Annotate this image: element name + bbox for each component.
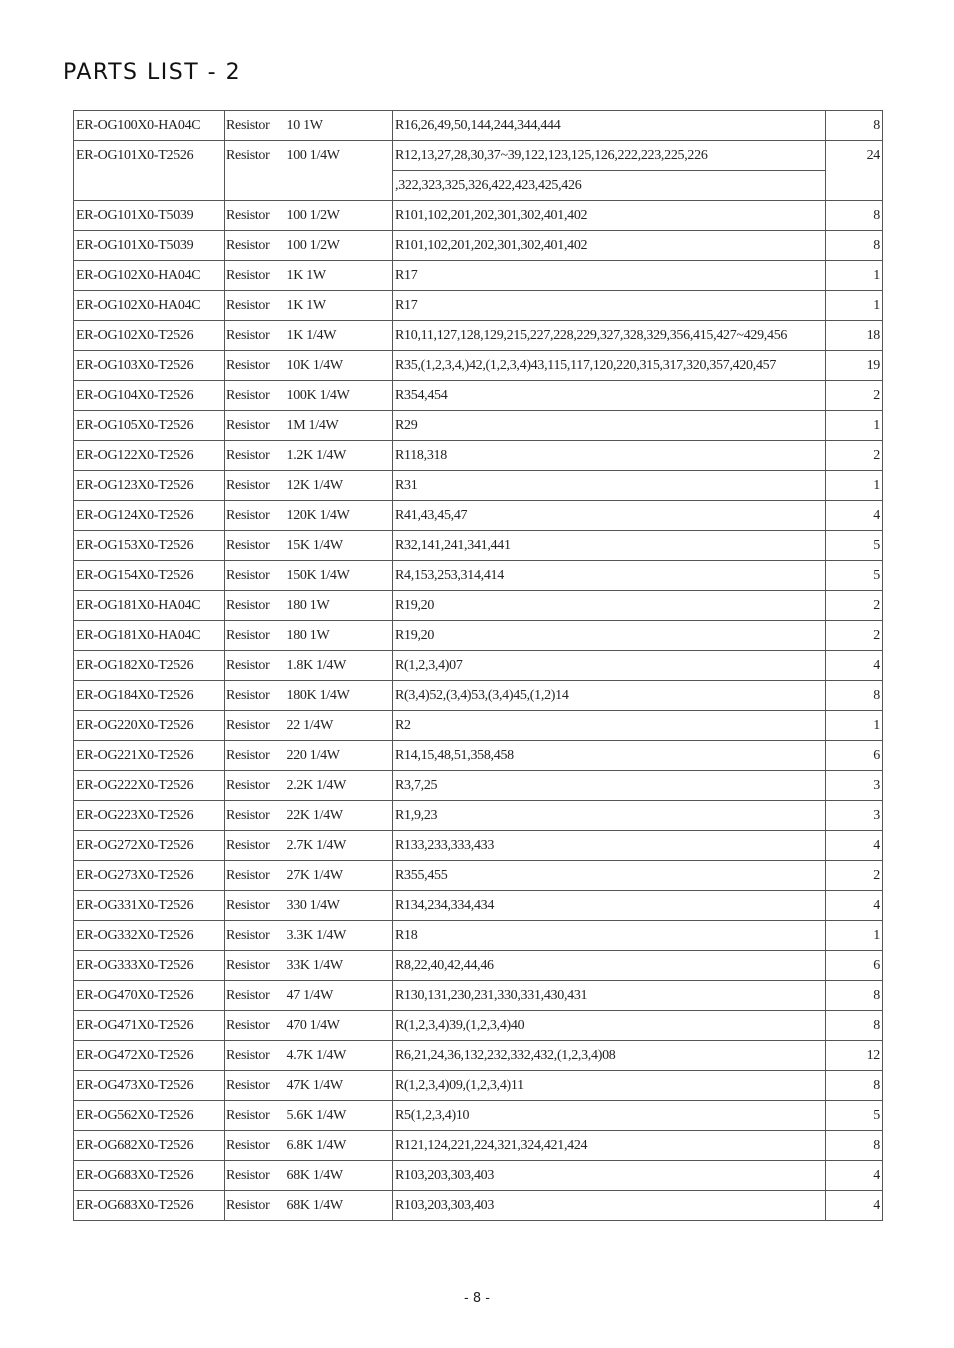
part-number-cell: ER-OG472X0-T2526: [74, 1041, 225, 1071]
part-number-cell: ER-OG471X0-T2526: [74, 1011, 225, 1041]
part-number-cell: ER-OG562X0-T2526: [74, 1101, 225, 1131]
table-row: [74, 621, 883, 651]
reference-designators-cell: R35,(1,2,3,4,)42,(1,2,3,4)43,115,117,120,220,315,317,320,357,420,457: [393, 351, 826, 381]
table-row: [74, 921, 883, 951]
part-type-cell: Resistor: [225, 651, 285, 681]
parts-table: [73, 110, 883, 1221]
part-value-cell: 1.8K 1/4W: [285, 651, 393, 681]
part-type-cell: Resistor: [225, 261, 285, 291]
part-number-cell: ER-OG103X0-T2526: [74, 351, 225, 381]
quantity-cell: 4: [826, 501, 883, 531]
reference-designators-cell: R101,102,201,202,301,302,401,402: [393, 231, 826, 261]
part-number-cell: ER-OG102X0-HA04C: [74, 291, 225, 321]
part-type-cell: Resistor: [225, 921, 285, 951]
quantity-cell: 4: [826, 891, 883, 921]
table-row: [74, 501, 883, 531]
part-value-cell: 6.8K 1/4W: [285, 1131, 393, 1161]
quantity-cell: 19: [826, 351, 883, 381]
part-value-cell: 12K 1/4W: [285, 471, 393, 501]
reference-designators-cell: R5(1,2,3,4)10: [393, 1101, 826, 1131]
part-number-cell: ER-OG222X0-T2526: [74, 771, 225, 801]
part-number-cell: ER-OG682X0-T2526: [74, 1131, 225, 1161]
part-value-cell: 180K 1/4W: [285, 681, 393, 711]
table-row: [74, 771, 883, 801]
part-value-cell: 2.2K 1/4W: [285, 771, 393, 801]
table-row: [74, 1071, 883, 1101]
part-number-cell: ER-OG683X0-T2526: [74, 1161, 225, 1191]
quantity-cell: 8: [826, 201, 883, 231]
part-number-cell: ER-OG332X0-T2526: [74, 921, 225, 951]
quantity-cell: 1: [826, 471, 883, 501]
part-type-cell: Resistor: [225, 1011, 285, 1041]
part-type-cell: Resistor: [225, 861, 285, 891]
quantity-cell: 8: [826, 111, 883, 141]
part-value-cell: 68K 1/4W: [285, 1161, 393, 1191]
part-type-cell: Resistor: [225, 141, 285, 171]
reference-designators-cell: R355,455: [393, 861, 826, 891]
part-value-cell: 5.6K 1/4W: [285, 1101, 393, 1131]
part-value-cell: 10 1W: [285, 111, 393, 141]
part-type-cell: Resistor: [225, 951, 285, 981]
table-row: [74, 1101, 883, 1131]
part-value-cell: 22K 1/4W: [285, 801, 393, 831]
page-title: PARTS LIST - 2: [63, 60, 242, 85]
part-number-cell: ER-OG124X0-T2526: [74, 501, 225, 531]
part-number-cell: ER-OG105X0-T2526: [74, 411, 225, 441]
part-number-cell: ER-OG102X0-T2526: [74, 321, 225, 351]
part-type-cell: Resistor: [225, 711, 285, 741]
reference-designators-cell: R118,318: [393, 441, 826, 471]
reference-designators-cell: R3,7,25: [393, 771, 826, 801]
part-number-cell: ER-OG101X0-T2526: [74, 141, 225, 171]
table-row: [74, 861, 883, 891]
quantity-cell: 2: [826, 441, 883, 471]
table-row: [74, 411, 883, 441]
table-row: [74, 1041, 883, 1071]
reference-designators-cell: R41,43,45,47: [393, 501, 826, 531]
part-type-cell: Resistor: [225, 351, 285, 381]
part-number-cell: ER-OG181X0-HA04C: [74, 621, 225, 651]
part-value-cell: 120K 1/4W: [285, 501, 393, 531]
part-type-cell: Resistor: [225, 801, 285, 831]
quantity-cell: 4: [826, 1161, 883, 1191]
part-number-cell: ER-OG182X0-T2526: [74, 651, 225, 681]
reference-designators-cell: R6,21,24,36,132,232,332,432,(1,2,3,4)08: [393, 1041, 826, 1071]
part-type-cell: Resistor: [225, 1101, 285, 1131]
part-value-cell: 180 1W: [285, 621, 393, 651]
part-number-cell: ER-OG333X0-T2526: [74, 951, 225, 981]
part-type-cell: Resistor: [225, 621, 285, 651]
quantity-cell: 8: [826, 1071, 883, 1101]
quantity-cell: 18: [826, 321, 883, 351]
part-type-cell: Resistor: [225, 471, 285, 501]
table-row: [74, 201, 883, 231]
part-type-cell: Resistor: [225, 891, 285, 921]
part-value-cell: 33K 1/4W: [285, 951, 393, 981]
quantity-cell: 1: [826, 411, 883, 441]
part-number-cell: ER-OG223X0-T2526: [74, 801, 225, 831]
reference-designators-cell: R(1,2,3,4)09,(1,2,3,4)11: [393, 1071, 826, 1101]
part-value-cell: 22 1/4W: [285, 711, 393, 741]
part-type-cell: Resistor: [225, 441, 285, 471]
part-type-cell: Resistor: [225, 1071, 285, 1101]
reference-designators-cell: R31: [393, 471, 826, 501]
reference-designators-cell: R2: [393, 711, 826, 741]
table-row: [74, 321, 883, 351]
part-number-cell: ER-OG331X0-T2526: [74, 891, 225, 921]
part-number-cell: ER-OG470X0-T2526: [74, 981, 225, 1011]
reference-designators-cell: R(1,2,3,4)07: [393, 651, 826, 681]
quantity-cell: 5: [826, 531, 883, 561]
part-value-cell: 4.7K 1/4W: [285, 1041, 393, 1071]
table-row: [74, 231, 883, 261]
part-type-cell: Resistor: [225, 561, 285, 591]
part-value-cell: 220 1/4W: [285, 741, 393, 771]
quantity-cell: 5: [826, 561, 883, 591]
part-value-cell: 180 1W: [285, 591, 393, 621]
reference-designators-cell: R14,15,48,51,358,458: [393, 741, 826, 771]
reference-designators-cell: R121,124,221,224,321,324,421,424: [393, 1131, 826, 1161]
part-number-cell: ER-OG101X0-T5039: [74, 201, 225, 231]
quantity-cell: 12: [826, 1041, 883, 1071]
part-type-cell: Resistor: [225, 291, 285, 321]
quantity-cell: 6: [826, 741, 883, 771]
quantity-cell: 1: [826, 921, 883, 951]
part-value-cell: 15K 1/4W: [285, 531, 393, 561]
reference-designators-cell: R32,141,241,341,441: [393, 531, 826, 561]
table-row: [74, 831, 883, 861]
reference-designators-cell: R103,203,303,403: [393, 1161, 826, 1191]
part-value-cell: 1K 1W: [285, 291, 393, 321]
part-type-cell: Resistor: [225, 741, 285, 771]
part-value-cell: 47 1/4W: [285, 981, 393, 1011]
reference-designators-cell: R17: [393, 261, 826, 291]
reference-designators-cell: R130,131,230,231,330,331,430,431: [393, 981, 826, 1011]
part-value-cell: 330 1/4W: [285, 891, 393, 921]
part-value-cell: 100 1/2W: [285, 231, 393, 261]
reference-designators-cell: R103,203,303,403: [393, 1191, 826, 1221]
quantity-cell: 2: [826, 621, 883, 651]
reference-designators-cell: R8,22,40,42,44,46: [393, 951, 826, 981]
reference-designators-cell: R354,454: [393, 381, 826, 411]
table-row: [74, 261, 883, 291]
table-row: [74, 951, 883, 981]
quantity-cell: 6: [826, 951, 883, 981]
quantity-cell: 24: [826, 141, 883, 171]
part-value-cell: [285, 171, 393, 201]
part-number-cell: ER-OG273X0-T2526: [74, 861, 225, 891]
part-number-cell: ER-OG153X0-T2526: [74, 531, 225, 561]
part-value-cell: 27K 1/4W: [285, 861, 393, 891]
reference-designators-cell: R19,20: [393, 621, 826, 651]
table-row: [74, 471, 883, 501]
part-value-cell: 10K 1/4W: [285, 351, 393, 381]
quantity-cell: 3: [826, 771, 883, 801]
part-value-cell: 470 1/4W: [285, 1011, 393, 1041]
part-number-cell: ER-OG104X0-T2526: [74, 381, 225, 411]
part-type-cell: Resistor: [225, 381, 285, 411]
table-row: [74, 441, 883, 471]
table-row: [74, 171, 883, 201]
quantity-cell: 8: [826, 981, 883, 1011]
part-number-cell: ER-OG473X0-T2526: [74, 1071, 225, 1101]
quantity-cell: 3: [826, 801, 883, 831]
part-number-cell: ER-OG220X0-T2526: [74, 711, 225, 741]
part-number-cell: ER-OG154X0-T2526: [74, 561, 225, 591]
table-row: [74, 351, 883, 381]
table-row: [74, 891, 883, 921]
reference-designators-cell: R17: [393, 291, 826, 321]
part-value-cell: 1K 1/4W: [285, 321, 393, 351]
quantity-cell: 8: [826, 681, 883, 711]
part-number-cell: ER-OG683X0-T2526: [74, 1191, 225, 1221]
reference-designators-cell: R1,9,23: [393, 801, 826, 831]
quantity-cell: 1: [826, 261, 883, 291]
reference-designators-cell: R133,233,333,433: [393, 831, 826, 861]
part-value-cell: 3.3K 1/4W: [285, 921, 393, 951]
reference-designators-cell: ,322,323,325,326,422,423,425,426: [393, 171, 826, 201]
reference-designators-cell: R18: [393, 921, 826, 951]
quantity-cell: 5: [826, 1101, 883, 1131]
part-number-cell: ER-OG122X0-T2526: [74, 441, 225, 471]
quantity-cell: 2: [826, 381, 883, 411]
part-type-cell: Resistor: [225, 501, 285, 531]
table-row: [74, 1131, 883, 1161]
part-value-cell: 1M 1/4W: [285, 411, 393, 441]
part-type-cell: Resistor: [225, 411, 285, 441]
part-type-cell: Resistor: [225, 1041, 285, 1071]
reference-designators-cell: R12,13,27,28,30,37~39,122,123,125,126,222,223,225,226: [393, 141, 826, 171]
part-number-cell: ER-OG101X0-T5039: [74, 231, 225, 261]
reference-designators-cell: R101,102,201,202,301,302,401,402: [393, 201, 826, 231]
part-type-cell: Resistor: [225, 981, 285, 1011]
part-number-cell: ER-OG184X0-T2526: [74, 681, 225, 711]
part-type-cell: Resistor: [225, 1131, 285, 1161]
quantity-cell: 8: [826, 231, 883, 261]
quantity-cell: 4: [826, 1191, 883, 1221]
part-value-cell: 68K 1/4W: [285, 1191, 393, 1221]
table-row: [74, 981, 883, 1011]
part-type-cell: Resistor: [225, 771, 285, 801]
part-type-cell: Resistor: [225, 201, 285, 231]
table-row: [74, 531, 883, 561]
table-row: [74, 381, 883, 411]
part-number-cell: ER-OG100X0-HA04C: [74, 111, 225, 141]
part-value-cell: 100 1/2W: [285, 201, 393, 231]
quantity-cell: 4: [826, 831, 883, 861]
table-row: [74, 111, 883, 141]
part-value-cell: 2.7K 1/4W: [285, 831, 393, 861]
part-type-cell: Resistor: [225, 591, 285, 621]
part-value-cell: 47K 1/4W: [285, 1071, 393, 1101]
reference-designators-cell: R134,234,334,434: [393, 891, 826, 921]
part-type-cell: Resistor: [225, 531, 285, 561]
reference-designators-cell: R(3,4)52,(3,4)53,(3,4)45,(1,2)14: [393, 681, 826, 711]
part-value-cell: 1.2K 1/4W: [285, 441, 393, 471]
part-value-cell: 150K 1/4W: [285, 561, 393, 591]
table-row: [74, 711, 883, 741]
part-number-cell: ER-OG102X0-HA04C: [74, 261, 225, 291]
part-type-cell: Resistor: [225, 321, 285, 351]
quantity-cell: 1: [826, 291, 883, 321]
table-row: [74, 1011, 883, 1041]
parts-table-body: [74, 111, 883, 1221]
table-row: [74, 561, 883, 591]
part-value-cell: 1K 1W: [285, 261, 393, 291]
part-number-cell: ER-OG123X0-T2526: [74, 471, 225, 501]
reference-designators-cell: R29: [393, 411, 826, 441]
table-row: [74, 291, 883, 321]
reference-designators-cell: R4,153,253,314,414: [393, 561, 826, 591]
page-number: - 8 -: [464, 1291, 490, 1306]
part-type-cell: Resistor: [225, 1161, 285, 1191]
part-type-cell: Resistor: [225, 231, 285, 261]
quantity-cell: 1: [826, 711, 883, 741]
quantity-cell: 2: [826, 591, 883, 621]
part-number-cell: [74, 171, 225, 201]
part-value-cell: 100K 1/4W: [285, 381, 393, 411]
reference-designators-cell: R19,20: [393, 591, 826, 621]
table-row: [74, 801, 883, 831]
part-number-cell: ER-OG272X0-T2526: [74, 831, 225, 861]
quantity-cell: 8: [826, 1131, 883, 1161]
part-type-cell: Resistor: [225, 831, 285, 861]
part-number-cell: ER-OG221X0-T2526: [74, 741, 225, 771]
table-row: [74, 651, 883, 681]
part-type-cell: [225, 171, 285, 201]
reference-designators-cell: R(1,2,3,4)39,(1,2,3,4)40: [393, 1011, 826, 1041]
table-row: [74, 681, 883, 711]
reference-designators-cell: R16,26,49,50,144,244,344,444: [393, 111, 826, 141]
part-number-cell: ER-OG181X0-HA04C: [74, 591, 225, 621]
part-type-cell: Resistor: [225, 111, 285, 141]
part-type-cell: Resistor: [225, 1191, 285, 1221]
table-row: [74, 741, 883, 771]
quantity-cell: [826, 171, 883, 201]
reference-designators-cell: R10,11,127,128,129,215,227,228,229,327,328,329,356,415,427~429,456: [393, 321, 826, 351]
quantity-cell: 8: [826, 1011, 883, 1041]
part-type-cell: Resistor: [225, 681, 285, 711]
table-row: [74, 591, 883, 621]
table-row: [74, 141, 883, 171]
table-row: [74, 1161, 883, 1191]
table-row: [74, 1191, 883, 1221]
quantity-cell: 4: [826, 651, 883, 681]
part-value-cell: 100 1/4W: [285, 141, 393, 171]
quantity-cell: 2: [826, 861, 883, 891]
